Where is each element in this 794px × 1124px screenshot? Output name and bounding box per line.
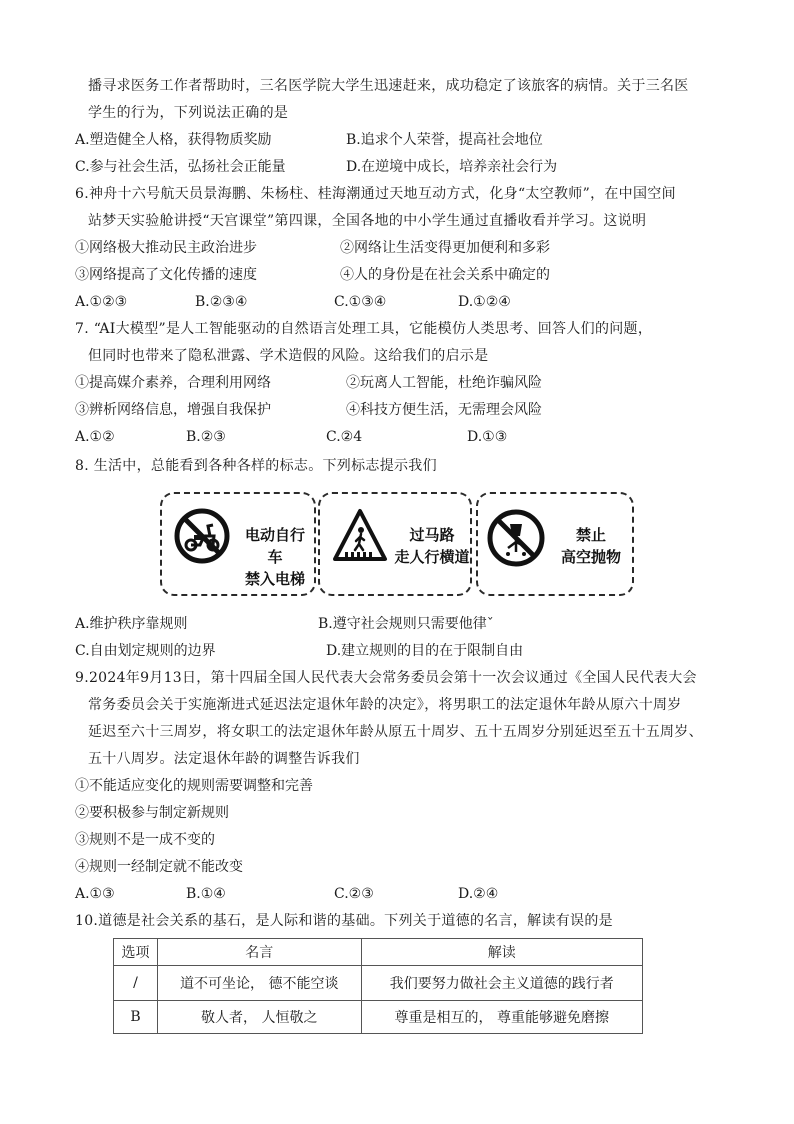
sign1-line-2: 禁入电梯 — [244, 570, 305, 588]
q5-option-b: B.追求个人荣誉，提高社会地位 — [346, 132, 543, 148]
q8-option-d: D.建立规则的目的在于限制自由 — [326, 643, 524, 659]
q8-stem: 8. 生活中，总能看到各种各样的标志。下列标志提示我们 — [75, 458, 437, 474]
q5-stem-line-1: 播寻求医务工作者帮助时，三名医学院大学生迅速赶来，成功稳定了该旅客的病情。关于三名医 — [88, 78, 689, 94]
q6-statement-1: ①网络极大推动民主政治进步 — [75, 240, 257, 256]
q7-option-d: D.①③ — [467, 429, 508, 445]
q6-option-c: C.①③④ — [334, 294, 387, 310]
q9-stem-line-2: 常务委员会关于实施渐进式延迟法定退休年龄的决定》，将男职工的法定退休年龄从原六十周岁 — [88, 697, 682, 713]
q9-statement-3: ③规则不是一成不变的 — [75, 832, 215, 848]
q7-option-a: A.①② — [75, 429, 115, 445]
row2-saying: 敬人者， 人恒敬之 — [157, 1001, 361, 1034]
q9-option-d: D.②④ — [458, 886, 499, 902]
sign-crosswalk — [318, 492, 472, 596]
q6-stem-line-2: 站梦天实验舱讲授“天宫课堂”第四课，全国各地的中小学生通过直播收看并学习。这说明 — [88, 213, 647, 229]
q7-stem-line-1: 7. “AI大模型”是人工智能驱动的自然语言处理工具，它能模仿人类思考、回答人们的问题， — [75, 321, 653, 337]
q7-stem-line-2: 但同时也带来了隐私泄露、学术造假的风险。这给我们的启示是 — [88, 348, 489, 364]
no-throwing-icon — [486, 508, 546, 568]
table-header-row — [114, 939, 643, 966]
q7-option-b: B.②③ — [186, 429, 226, 445]
table-row — [114, 966, 643, 1001]
row1-option: / — [114, 966, 158, 1001]
q9-option-a: A.①③ — [75, 886, 115, 902]
sign-no-high-altitude-throwing — [476, 492, 634, 596]
row2-option: B — [114, 1001, 158, 1034]
q9-statement-4: ④规则一经制定就不能改变 — [75, 859, 243, 875]
q7-statement-3: ③辨析网络信息，增强自我保护 — [75, 402, 271, 418]
q6-statement-3: ③网络提高了文化传播的速度 — [75, 267, 257, 283]
pedestrian-crossing-icon — [332, 508, 388, 564]
q10-table — [113, 938, 643, 1034]
sign3-line-2: 高空抛物 — [560, 548, 621, 566]
sign2-line-2: 走人行横道 — [394, 548, 470, 566]
q6-stem-line-1: 6.神舟十六号航天员景海鹏、朱杨柱、桂海潮通过天地互动方式，化身“太空教师”，在中国空间 — [75, 186, 676, 202]
q9-option-b: B.①④ — [186, 886, 226, 902]
q8-option-a: A.维护秩序靠规则 — [75, 616, 188, 632]
q5-stem-line-2: 学生的行为，下列说法正确的是 — [88, 105, 289, 121]
sign1-line-1: 电动自行车 — [244, 526, 305, 566]
q8-option-b: B.遵守社会规则只需要他律ˇ — [318, 616, 494, 632]
q7-statement-1: ①提高媒介素养，合理利用网络 — [75, 375, 271, 391]
header-option: 选项 — [114, 939, 158, 966]
q5-option-d: D.在逆境中成长，培养亲社会行为 — [346, 159, 558, 175]
q10-stem: 10.道德是社会关系的基石，是人际和谐的基础。下列关于道德的名言，解读有误的是 — [75, 913, 613, 929]
q9-stem-line-1: 9.2024年9月13日，第十四届全国人民代表大会常务委员会第十一次会议通过《全国人民代表大会 — [75, 670, 697, 686]
row1-saying: 道不可坐论， 德不能空谈 — [157, 966, 361, 1001]
q9-stem-line-4: 五十八周岁。法定退休年龄的调整告诉我们 — [88, 751, 360, 767]
row2-interpretation: 尊重是相互的， 尊重能够避免磨擦 — [361, 1001, 642, 1034]
q6-statement-2: ②网络让生活变得更加便利和多彩 — [340, 240, 550, 256]
row1-interpretation: 我们要努力做社会主义道德的践行者 — [361, 966, 642, 1001]
header-interpretation: 解读 — [361, 939, 642, 966]
q7-statement-2: ②玩离人工智能，杜绝诈骗风险 — [346, 375, 542, 391]
table-row — [114, 1001, 643, 1034]
header-saying: 名言 — [157, 939, 361, 966]
q6-statement-4: ④人的身份是在社会关系中确定的 — [340, 267, 550, 283]
q9-stem-line-3: 延迟至六十三周岁，将女职工的法定退休年龄从原五十周岁、五十五周岁分别延迟至五十五周岁、 — [88, 724, 703, 740]
q6-option-d: D.①②④ — [458, 294, 511, 310]
q9-option-c: C.②③ — [334, 886, 374, 902]
q5-option-a: A.塑造健全人格，获得物质奖励 — [75, 132, 272, 148]
q5-option-c: C.参与社会生活，弘扬社会正能量 — [75, 159, 286, 175]
q9-statement-2: ②要积极参与制定新规则 — [75, 805, 229, 821]
sign2-line-1: 过马路 — [409, 526, 455, 544]
q7-option-c: C.②4 — [326, 429, 363, 445]
sign-no-ebike-elevator — [160, 492, 316, 596]
q8-option-c: C.自由划定规则的边界 — [75, 643, 216, 659]
q7-statement-4: ④科技方便生活，无需理会风险 — [346, 402, 542, 418]
q6-option-b: B.②③④ — [195, 294, 248, 310]
sign3-line-1: 禁止 — [575, 526, 606, 544]
no-ebike-icon — [174, 508, 230, 564]
q6-option-a: A.①②③ — [75, 294, 128, 310]
q9-statement-1: ①不能适应变化的规则需要调整和完善 — [75, 778, 313, 794]
